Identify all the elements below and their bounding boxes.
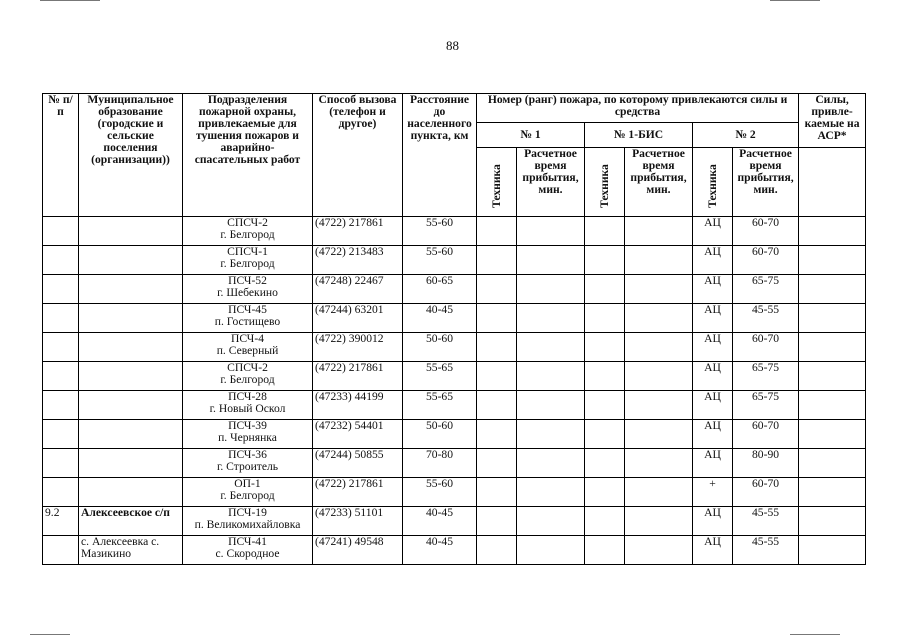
cell-unit-text: п. Чернянка xyxy=(218,431,277,444)
cell-unit xyxy=(183,333,313,362)
cell-municipality xyxy=(79,246,183,275)
cell-tech-2-text: АЦ xyxy=(704,332,721,345)
cell-arrival-2-text: 45-55 xyxy=(752,303,780,316)
table-row xyxy=(43,478,866,507)
cell-tech-2-text: АЦ xyxy=(704,361,721,374)
table-body xyxy=(43,217,866,565)
cell-num xyxy=(43,246,79,275)
cell-tech-1bis xyxy=(585,391,625,420)
cell-phone-text: (4722) 217861 xyxy=(315,216,384,229)
cell-unit-text: п. Великомихайловка xyxy=(194,518,301,531)
cell-municipality xyxy=(79,275,183,304)
cell-arrival-2 xyxy=(733,362,799,391)
cell-arrival-2-text: 45-55 xyxy=(752,506,780,519)
cell-phone-text: (47233) 51101 xyxy=(315,506,384,519)
cell-unit-text: с. Скородное xyxy=(215,547,280,560)
cell-phone xyxy=(313,420,403,449)
cell-arrival-2 xyxy=(733,449,799,478)
cell-arrival-1 xyxy=(517,391,585,420)
cell-arrival-1 xyxy=(517,507,585,536)
scan-mark-top-right xyxy=(770,0,820,1)
cell-tech-1bis xyxy=(585,275,625,304)
cell-tech-1 xyxy=(477,478,517,507)
fire-resources-table xyxy=(42,93,866,565)
table-row xyxy=(43,449,866,478)
header-fire-rank: Номер (ранг) пожара, по которому привлекаются силы и средства xyxy=(477,94,799,123)
cell-tech-2 xyxy=(693,478,733,507)
cell-tech-1bis xyxy=(585,333,625,362)
cell-arrival-1bis xyxy=(625,449,693,478)
cell-arrival-2-text: 60-70 xyxy=(752,216,780,229)
cell-municipality xyxy=(79,420,183,449)
table-row xyxy=(43,391,866,420)
cell-tech-1 xyxy=(477,362,517,391)
cell-tech-1 xyxy=(477,333,517,362)
cell-tech-2 xyxy=(693,507,733,536)
cell-tech-1 xyxy=(477,507,517,536)
cell-arrival-1bis xyxy=(625,333,693,362)
cell-num xyxy=(43,420,79,449)
header-call-method: Способ вызова (телефон и другое) xyxy=(313,94,403,217)
cell-tech-2-text: АЦ xyxy=(704,245,721,258)
cell-distance xyxy=(403,304,477,333)
header-arrival-2: Расчетное время прибытия, мин. xyxy=(733,148,799,217)
cell-municipality xyxy=(79,217,183,246)
cell-unit-text: ПСЧ-4 xyxy=(230,332,264,345)
cell-tech-1 xyxy=(477,536,517,565)
cell-arrival-1 xyxy=(517,478,585,507)
cell-tech-2-text: АЦ xyxy=(704,419,721,432)
cell-arrival-2 xyxy=(733,246,799,275)
cell-arrival-2-text: 45-55 xyxy=(752,535,780,548)
cell-asr xyxy=(799,391,866,420)
cell-asr xyxy=(799,246,866,275)
cell-distance xyxy=(403,333,477,362)
cell-distance-text: 40-45 xyxy=(425,303,454,316)
cell-tech-2-text: АЦ xyxy=(704,535,721,548)
cell-num xyxy=(43,449,79,478)
cell-unit-text: г. Шебекино xyxy=(217,286,278,299)
header-arrival-1: Расчетное время прибытия, мин. xyxy=(517,148,585,217)
cell-unit-text: г. Белгород xyxy=(220,257,275,270)
cell-phone-text: (4722) 217861 xyxy=(315,477,384,490)
cell-unit xyxy=(183,391,313,420)
cell-asr xyxy=(799,536,866,565)
table-row xyxy=(43,275,866,304)
cell-unit xyxy=(183,420,313,449)
table-row xyxy=(43,420,866,449)
cell-distance xyxy=(403,507,477,536)
cell-tech-2-text: АЦ xyxy=(704,390,721,403)
cell-arrival-1bis xyxy=(625,246,693,275)
cell-tech-1bis xyxy=(585,246,625,275)
cell-tech-1 xyxy=(477,275,517,304)
cell-municipality xyxy=(79,333,183,362)
cell-arrival-2 xyxy=(733,275,799,304)
cell-phone-text: (4722) 213483 xyxy=(315,245,384,258)
cell-unit-text: СПСЧ-1 xyxy=(227,245,268,258)
cell-phone-text: (47248) 22467 xyxy=(315,274,384,287)
cell-arrival-1bis xyxy=(625,507,693,536)
cell-arrival-1bis xyxy=(625,391,693,420)
cell-arrival-1 xyxy=(517,449,585,478)
cell-phone xyxy=(313,362,403,391)
cell-arrival-2-text: 65-75 xyxy=(752,390,780,403)
cell-tech-1bis xyxy=(585,304,625,333)
cell-tech-1 xyxy=(477,304,517,333)
cell-phone-text: (47233) 44199 xyxy=(315,390,384,403)
cell-distance-text: 55-60 xyxy=(425,245,454,258)
cell-arrival-1 xyxy=(517,246,585,275)
cell-distance-text: 55-65 xyxy=(425,361,454,374)
cell-unit-text: п. Северный xyxy=(216,344,279,357)
cell-tech-2 xyxy=(693,420,733,449)
cell-tech-1 xyxy=(477,449,517,478)
scan-mark-bottom-left xyxy=(30,634,70,635)
cell-tech-2-text: АЦ xyxy=(704,506,721,519)
header-rank-2: № 2 xyxy=(693,123,799,148)
cell-unit-text: г. Белгород xyxy=(220,228,275,241)
cell-tech-2-text: АЦ xyxy=(704,216,721,229)
cell-unit xyxy=(183,536,313,565)
cell-municipality xyxy=(79,304,183,333)
cell-num xyxy=(43,391,79,420)
cell-unit-text: СПСЧ-2 xyxy=(227,361,268,374)
cell-phone xyxy=(313,246,403,275)
cell-arrival-1bis xyxy=(625,217,693,246)
cell-phone-text: (4722) 217861 xyxy=(315,361,384,374)
cell-unit-text: г. Новый Оскол xyxy=(209,402,286,415)
cell-tech-2 xyxy=(693,449,733,478)
cell-tech-2-text: АЦ xyxy=(704,303,721,316)
table-row xyxy=(43,333,866,362)
cell-tech-2 xyxy=(693,362,733,391)
cell-municipality xyxy=(79,507,183,536)
table-row xyxy=(43,536,866,565)
cell-distance-text: 40-45 xyxy=(425,506,454,519)
cell-unit-text: ПСЧ-41 xyxy=(228,535,267,548)
scan-mark-top-left xyxy=(40,0,100,1)
cell-arrival-2-text: 60-70 xyxy=(752,332,780,345)
cell-phone xyxy=(313,304,403,333)
cell-arrival-1bis xyxy=(625,536,693,565)
cell-arrival-1 xyxy=(517,333,585,362)
cell-distance xyxy=(403,420,477,449)
table-row xyxy=(43,304,866,333)
cell-tech-2 xyxy=(693,304,733,333)
header-asr: Силы, привле-каемые на АСР* xyxy=(799,94,866,148)
cell-asr xyxy=(799,362,866,391)
table-row xyxy=(43,507,866,536)
cell-distance-text: 70-80 xyxy=(425,448,454,461)
cell-distance xyxy=(403,246,477,275)
cell-asr xyxy=(799,478,866,507)
cell-municipality-text: с. Алексеевка с. Мазикино xyxy=(81,535,160,560)
cell-tech-1bis xyxy=(585,217,625,246)
cell-arrival-2 xyxy=(733,304,799,333)
cell-distance xyxy=(403,478,477,507)
cell-tech-1 xyxy=(477,420,517,449)
cell-phone-text: (4722) 390012 xyxy=(315,332,384,345)
cell-unit xyxy=(183,362,313,391)
cell-distance xyxy=(403,536,477,565)
cell-phone-text: (47232) 54401 xyxy=(315,419,384,432)
cell-distance xyxy=(403,217,477,246)
cell-municipality xyxy=(79,536,183,565)
cell-unit xyxy=(183,304,313,333)
cell-tech-1 xyxy=(477,391,517,420)
cell-arrival-2 xyxy=(733,217,799,246)
cell-tech-2 xyxy=(693,246,733,275)
header-tech-1: Техника xyxy=(477,148,517,217)
header-municipality: Муниципальное образование (городские и сельские поселения (организации)) xyxy=(79,94,183,217)
cell-unit xyxy=(183,246,313,275)
cell-unit-text: г. Белгород xyxy=(220,373,275,386)
cell-arrival-1 xyxy=(517,536,585,565)
cell-municipality xyxy=(79,449,183,478)
cell-arrival-1bis xyxy=(625,304,693,333)
header-tech-1bis: Техника xyxy=(585,148,625,217)
cell-arrival-2 xyxy=(733,507,799,536)
cell-unit-text: ПСЧ-52 xyxy=(228,274,267,287)
cell-arrival-1bis xyxy=(625,275,693,304)
cell-tech-2 xyxy=(693,391,733,420)
header-tech-2: Техника xyxy=(693,148,733,217)
cell-phone xyxy=(313,478,403,507)
cell-arrival-2-text: 65-75 xyxy=(752,274,780,287)
cell-asr xyxy=(799,275,866,304)
cell-arrival-2 xyxy=(733,333,799,362)
table-row xyxy=(43,217,866,246)
cell-asr xyxy=(799,333,866,362)
header-num: № п/п xyxy=(43,94,79,217)
cell-unit xyxy=(183,507,313,536)
cell-municipality xyxy=(79,362,183,391)
header-rank-1: № 1 xyxy=(477,123,585,148)
header-arrival-1bis: Расчетное время прибытия, мин. xyxy=(625,148,693,217)
cell-arrival-2 xyxy=(733,536,799,565)
cell-distance-text: 50-60 xyxy=(425,332,454,345)
cell-arrival-1bis xyxy=(625,420,693,449)
cell-tech-1bis xyxy=(585,362,625,391)
cell-arrival-2-text: 60-70 xyxy=(752,245,780,258)
cell-num xyxy=(43,217,79,246)
header-units: Подразделения пожарной охраны, привлекаемые для тушения пожаров и аварийно-спасательных работ xyxy=(183,94,313,217)
cell-num-text: 9.2 xyxy=(45,506,60,519)
header-rank-1bis: № 1-БИС xyxy=(585,123,693,148)
cell-asr xyxy=(799,420,866,449)
cell-arrival-1bis xyxy=(625,478,693,507)
cell-arrival-1 xyxy=(517,275,585,304)
cell-arrival-2-text: 60-70 xyxy=(752,477,780,490)
cell-distance xyxy=(403,275,477,304)
cell-tech-1bis xyxy=(585,449,625,478)
cell-num xyxy=(43,362,79,391)
cell-distance xyxy=(403,449,477,478)
header-distance: Расстояние до населенного пункта, км xyxy=(403,94,477,217)
cell-phone xyxy=(313,333,403,362)
cell-asr xyxy=(799,304,866,333)
cell-arrival-2 xyxy=(733,391,799,420)
cell-municipality xyxy=(79,391,183,420)
cell-tech-2-text: АЦ xyxy=(704,274,721,287)
cell-tech-1 xyxy=(477,246,517,275)
cell-unit xyxy=(183,478,313,507)
cell-phone xyxy=(313,217,403,246)
cell-distance-text: 55-60 xyxy=(425,477,454,490)
cell-num xyxy=(43,507,79,536)
cell-unit-text: ПСЧ-19 xyxy=(228,506,267,519)
cell-tech-2 xyxy=(693,536,733,565)
cell-arrival-2 xyxy=(733,478,799,507)
cell-tech-2 xyxy=(693,333,733,362)
cell-distance-text: 60-65 xyxy=(425,274,454,287)
cell-phone-text: (47241) 49548 xyxy=(315,535,384,548)
cell-phone-text: (47244) 50855 xyxy=(315,448,384,461)
cell-unit-text: п. Гостищево xyxy=(214,315,281,328)
cell-asr xyxy=(799,217,866,246)
cell-arrival-2-text: 60-70 xyxy=(752,419,780,432)
cell-tech-2-text: АЦ xyxy=(704,448,721,461)
cell-arrival-2-text: 80-90 xyxy=(752,448,780,461)
cell-distance-text: 50-60 xyxy=(425,419,454,432)
cell-phone-text: (47244) 63201 xyxy=(315,303,384,316)
table-row xyxy=(43,246,866,275)
cell-tech-1bis xyxy=(585,507,625,536)
cell-distance xyxy=(403,391,477,420)
cell-asr xyxy=(799,507,866,536)
cell-tech-1bis xyxy=(585,478,625,507)
cell-unit-text: ПСЧ-28 xyxy=(228,390,267,403)
cell-unit-text: ПСЧ-36 xyxy=(228,448,267,461)
cell-num xyxy=(43,536,79,565)
cell-unit-text: ПСЧ-45 xyxy=(228,303,267,316)
page-number: 88 xyxy=(446,38,459,53)
cell-tech-1bis xyxy=(585,420,625,449)
cell-arrival-1bis xyxy=(625,362,693,391)
cell-phone xyxy=(313,391,403,420)
cell-asr xyxy=(799,449,866,478)
table-row xyxy=(43,362,866,391)
cell-num xyxy=(43,333,79,362)
cell-tech-2 xyxy=(693,275,733,304)
cell-num xyxy=(43,275,79,304)
scan-mark-bottom-right xyxy=(790,634,840,635)
cell-phone xyxy=(313,449,403,478)
cell-arrival-1 xyxy=(517,420,585,449)
cell-municipality-text: Алексеевское с/п xyxy=(81,506,170,519)
cell-arrival-2 xyxy=(733,420,799,449)
cell-tech-1bis xyxy=(585,536,625,565)
cell-unit-text: г. Белгород xyxy=(220,489,275,502)
cell-arrival-1 xyxy=(517,362,585,391)
cell-distance-text: 55-60 xyxy=(425,216,454,229)
cell-distance-text: 40-45 xyxy=(425,535,454,548)
cell-unit xyxy=(183,217,313,246)
cell-tech-1 xyxy=(477,217,517,246)
cell-unit-text: ОП-1 xyxy=(234,477,261,490)
cell-arrival-1 xyxy=(517,304,585,333)
cell-distance xyxy=(403,362,477,391)
cell-unit-text: ПСЧ-39 xyxy=(228,419,267,432)
cell-num xyxy=(43,478,79,507)
cell-arrival-2-text: 65-75 xyxy=(752,361,780,374)
header-asr-empty xyxy=(799,148,866,217)
cell-phone xyxy=(313,536,403,565)
cell-arrival-1 xyxy=(517,217,585,246)
cell-unit-text: СПСЧ-2 xyxy=(227,216,268,229)
cell-municipality xyxy=(79,478,183,507)
cell-unit xyxy=(183,275,313,304)
cell-num xyxy=(43,304,79,333)
header-row-1 xyxy=(43,94,866,123)
cell-phone xyxy=(313,275,403,304)
cell-tech-2 xyxy=(693,217,733,246)
cell-unit-text: г. Строитель xyxy=(216,460,279,473)
cell-distance-text: 55-65 xyxy=(425,390,454,403)
cell-phone xyxy=(313,507,403,536)
cell-unit xyxy=(183,449,313,478)
cell-tech-2-text: + xyxy=(709,477,716,490)
